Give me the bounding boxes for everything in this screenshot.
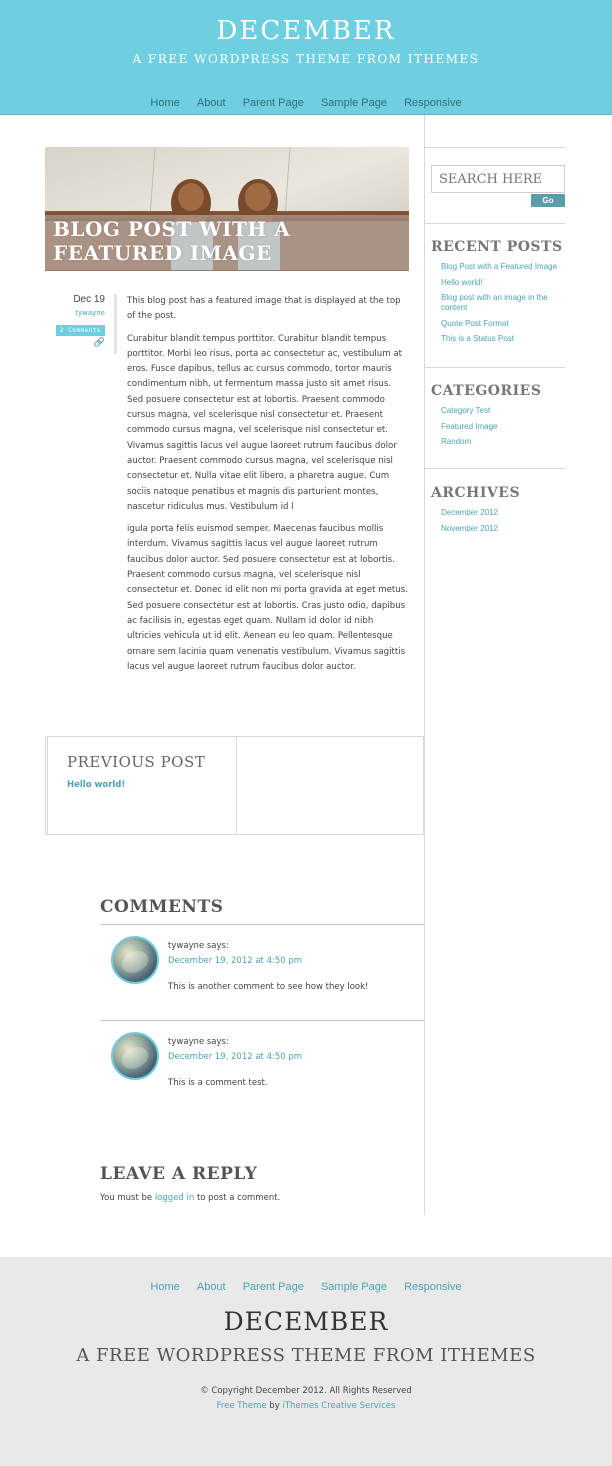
footer-credit xyxy=(0,1401,612,1411)
previous-post-link[interactable]: Hello world! xyxy=(67,780,126,790)
comment-author: tywayne says: xyxy=(168,941,229,951)
post-author-link[interactable]: tywayne xyxy=(75,309,105,317)
recent-posts-title: RECENT POSTS xyxy=(431,239,563,255)
recent-post-link[interactable]: This is a Status Post xyxy=(441,334,514,343)
featured-image[interactable] xyxy=(45,147,409,271)
sidebar-divider xyxy=(425,147,565,148)
comment-text: This is another comment to see how they look! xyxy=(168,982,369,992)
login-required-note xyxy=(100,1193,280,1203)
archives-title: ARCHIVES xyxy=(431,485,521,501)
archive-link[interactable]: December 2012 xyxy=(441,508,498,517)
post-paragraph: Curabitur blandit tempus porttitor. Curabitur blandit tempus porttitor. Morbi leo risus, porta ac consectetur ac, vestibulum at eros. Fusce dapibus, tellus ac cursus commodo, tortor mauris condimentum nibh, ut fermentum massa justo sit amet risus. Sed posuere consectetur est at lobortis. Praesent commodo cursus magna, vel scelerisque nisl consectetur et. Praesent commodo cursus magna, vel scelerisque nisl consectetur et. Vivamus sagittis lacus vel augue laoreet rutrum faucibus dolor auctor. Praesent commodo cursus magna, vel scelerisque nisl consectetur et. Nulla vitae elit libero, a pharetra augue. Cum sociis natoque penatibus et magnis dis parturient montes, nascetur ridiculus mus. Vestibulum id l xyxy=(127,333,402,512)
reply-note-after: to post a comment. xyxy=(194,1193,281,1203)
archives-list xyxy=(441,508,565,539)
post-meta xyxy=(45,294,105,348)
free-theme-link[interactable]: Free Theme xyxy=(216,1401,267,1411)
credit-by: by xyxy=(266,1401,283,1411)
footer-nav-home[interactable]: Home xyxy=(150,1281,180,1293)
comment-item xyxy=(100,924,424,1020)
nav-home[interactable]: Home xyxy=(150,97,180,109)
site-tagline: A FREE WORDPRESS THEME FROM ITHEMES xyxy=(132,52,480,66)
recent-post-link[interactable]: Blog post with an image in the content xyxy=(441,293,548,312)
site-header xyxy=(0,0,612,115)
footer-copyright: © Copyright December 2012. All Rights Reserved xyxy=(200,1386,412,1396)
nav-about[interactable]: About xyxy=(196,97,226,109)
footer-tagline: A FREE WORDPRESS THEME FROM ITHEMES xyxy=(76,1345,536,1366)
comments-count-badge[interactable]: 2 Comments xyxy=(56,325,105,336)
list-item xyxy=(441,262,565,272)
recent-post-link[interactable]: Hello world! xyxy=(441,277,483,287)
site-footer xyxy=(0,1257,612,1466)
archive-link[interactable]: November 2012 xyxy=(441,523,498,533)
footer-nav xyxy=(0,1275,612,1294)
sidebar-divider xyxy=(425,223,565,224)
sidebar-divider xyxy=(425,367,565,368)
recent-post-link[interactable]: Blog Post with a Featured Image xyxy=(441,262,558,271)
search-input[interactable] xyxy=(431,165,565,193)
footer-site-title: DECEMBER xyxy=(223,1307,389,1336)
recent-post-link[interactable]: Quote Post Format xyxy=(441,318,509,328)
comment-text: This is a comment test. xyxy=(168,1078,268,1088)
post-date: Dec 19 xyxy=(73,294,105,305)
post-navigation xyxy=(45,736,424,835)
footer-nav-about[interactable]: About xyxy=(196,1281,226,1293)
main-nav xyxy=(0,91,612,110)
post-title[interactable]: BLOG POST WITH A FEATURED IMAGE xyxy=(53,217,291,265)
comment-date-link[interactable]: December 19, 2012 at 4:50 pm xyxy=(168,956,303,966)
comment-item xyxy=(100,1020,424,1116)
nav-responsive[interactable]: Responsive xyxy=(404,97,462,109)
avatar[interactable] xyxy=(111,936,159,984)
recent-posts-list xyxy=(441,262,565,350)
comments-title: COMMENTS xyxy=(100,897,224,917)
footer-nav-parent-page[interactable]: Parent Page xyxy=(242,1281,304,1293)
logged-in-link[interactable]: logged in xyxy=(154,1193,195,1203)
footer-nav-responsive[interactable]: Responsive xyxy=(404,1281,462,1293)
sidebar-divider xyxy=(425,468,565,469)
list-item xyxy=(441,437,565,447)
avatar[interactable] xyxy=(111,1032,159,1080)
comment-date-link[interactable]: December 19, 2012 at 4:50 pm xyxy=(168,1052,303,1062)
post-content xyxy=(127,294,409,682)
list-item xyxy=(441,278,565,288)
footer-nav-sample-page[interactable]: Sample Page xyxy=(320,1281,387,1293)
previous-post-label: PREVIOUS POST xyxy=(67,753,206,771)
post-paragraph: This blog post has a featured image that is displayed at the top of the post. xyxy=(127,296,401,322)
meta-divider xyxy=(114,294,117,354)
list-item xyxy=(441,334,565,344)
search-go-button[interactable]: Go xyxy=(531,194,565,207)
comment-author: tywayne says: xyxy=(168,1037,229,1047)
category-link[interactable]: Random xyxy=(441,437,472,446)
nav-sample-page[interactable]: Sample Page xyxy=(320,97,387,109)
permalink-icon[interactable]: 🔗 xyxy=(93,338,105,348)
list-item xyxy=(441,508,565,518)
nav-parent-page[interactable]: Parent Page xyxy=(242,97,304,109)
post-paragraph: igula porta felis euismod semper. Maecenas faucibus mollis interdum. Vivamus sagittis lacus vel augue laoreet rutrum faucibus dolor auctor. Sed posuere consectetur est at lobortis. Praesent commodo cursus magna, vel scelerisque nisl consectetur et. Donec id elit non mi porta gravida at eget metus. Sed posuere consectetur est at lobortis. Cras justo odio, dapibus ac facilisis in, egestas eget quam. Nullam id dolor id nibh ultricies vehicula ut id elit. Aenean eu leo quam. Pellentesque ornare sem lacinia quam venenatis vestibulum. Vivamus sagittis lacus vel augue laoreet rutrum faucibus dolor auctor. xyxy=(127,524,408,672)
leave-reply-title: LEAVE A REPLY xyxy=(100,1164,258,1184)
categories-title: CATEGORIES xyxy=(431,383,542,399)
ithemes-link[interactable]: iThemes Creative Services xyxy=(282,1401,396,1411)
post-nav-divider xyxy=(236,737,237,834)
list-item xyxy=(441,422,565,432)
reply-note-before: You must be xyxy=(100,1193,155,1203)
sidebar xyxy=(424,115,612,1215)
category-link[interactable]: Featured Image xyxy=(441,421,498,431)
categories-list xyxy=(441,406,565,453)
site-title[interactable]: DECEMBER xyxy=(216,16,396,46)
list-item xyxy=(441,293,565,313)
category-link[interactable]: Category Test xyxy=(441,406,491,415)
list-item xyxy=(441,319,565,329)
list-item xyxy=(441,524,565,534)
list-item xyxy=(441,406,565,416)
